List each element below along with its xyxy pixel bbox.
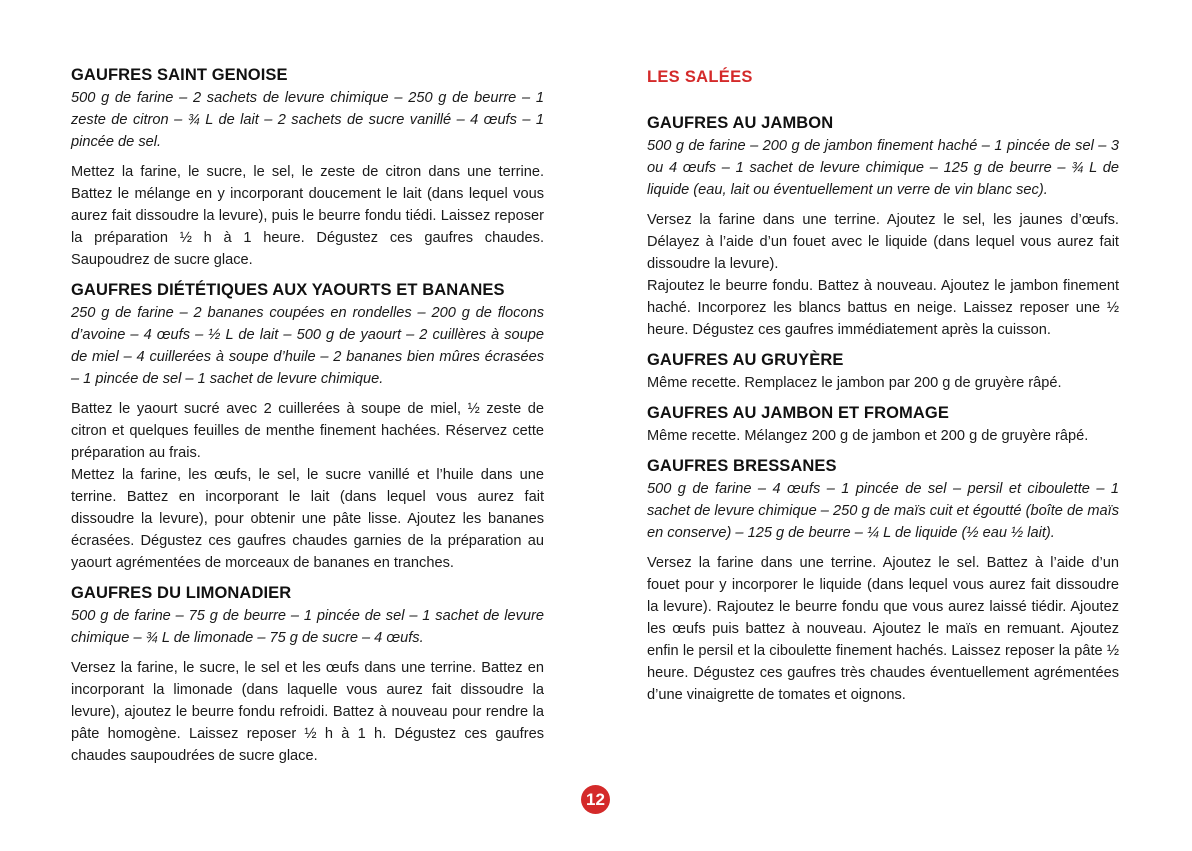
recipe-title: GAUFRES SAINT GENOISE	[71, 66, 288, 84]
recipe-saint-genoise	[71, 64, 544, 271]
recipe-ingredients: 500 g de farine – 200 g de jambon finement haché – 1 pincée de sel – 3 ou 4 œufs – 1 sachet de levure chimique – 125 g de beurre – ¾ L de liquide (eau, lait ou éventuellement un verre de vin blanc sec).	[647, 138, 1119, 198]
recipe-gruyere	[647, 349, 1119, 394]
recipe-title: GAUFRES BRESSANES	[647, 457, 837, 475]
recipe-ingredients: 500 g de farine – 2 sachets de levure chimique – 250 g de beurre – 1 zeste de citron – ¾ L de lait – 2 sachets de sucre vanillé – 4 œufs – 1 pincée de sel.	[71, 90, 544, 150]
recipe-instructions: Mettez la farine, les œufs, le sel, le sucre vanillé et l’huile dans une terrine. Battez en incorporant le lait (dans lequel vous aurez fait dissoudre la levure), pour obtenir une pâte lisse. Ajoutez les bananes écrasées. Dégustez ces gaufres chaudes garnies de la préparation au yaourt agrémentées de morceaux de bananes en tranches.	[71, 467, 544, 571]
right-column	[647, 64, 1119, 714]
recipe-title: GAUFRES AU JAMBON	[647, 114, 834, 132]
left-column	[71, 64, 544, 775]
recipe-instructions: Même recette. Mélangez 200 g de jambon et 200 g de gruyère râpé.	[647, 428, 1089, 444]
recipe-dietetiques	[71, 279, 544, 574]
page-number-badge: 12	[581, 785, 610, 814]
recipe-instructions: Versez la farine dans une terrine. Ajoutez le sel. Battez à l’aide d’un fouet pour y incorporer le liquide (dans lequel vous aurez fait dissoudre la levure). Rajoutez le beurre fondu que vous aurez laissé tiédir. Ajoutez les œufs puis battez à nouveau. Ajoutez le maïs en remuant. Ajoutez enfin le persil et la ciboulette finement hachés. Laissez reposer la pâte ½ heure. Dégustez ces gaufres très chaudes éventuellement agrémentées d’une vinaigrette de tomates et oignons.	[647, 555, 1119, 703]
recipe-instructions: Même recette. Remplacez le jambon par 200 g de gruyère râpé.	[647, 375, 1062, 391]
recipe-title: GAUFRES DU LIMONADIER	[71, 584, 292, 602]
recipe-bressanes	[647, 455, 1119, 706]
recipe-ingredients: 500 g de farine – 75 g de beurre – 1 pincée de sel – 1 sachet de levure chimique – ¾ L de limonade – 75 g de sucre – 4 œufs.	[71, 608, 544, 646]
recipe-title: GAUFRES DIÉTÉTIQUES AUX YAOURTS ET BANANES	[71, 281, 505, 299]
recipe-instructions: Battez le yaourt sucré avec 2 cuillerées à soupe de miel, ½ zeste de citron et quelques feuilles de menthe finement hachées. Réservez cette préparation au frais.	[71, 401, 544, 461]
recipe-limonadier	[71, 582, 544, 767]
recipe-jambon	[647, 112, 1119, 341]
recipe-instructions: Rajoutez le beurre fondu. Battez à nouveau. Ajoutez le jambon finement haché. Incorporez les blancs battus en neige. Laissez reposer une ½ heure. Dégustez ces gaufres immédiatement après la cuisson.	[647, 278, 1119, 338]
recipe-ingredients: 500 g de farine – 4 œufs – 1 pincée de sel – persil et ciboulette – 1 sachet de levure chimique – 250 g de maïs cuit et égoutté (boîte de maïs en conserve) – 125 g de beurre – ¼ L de liquide (½ eau ½ lait).	[647, 481, 1119, 541]
recipe-ingredients: 250 g de farine – 2 bananes coupées en rondelles – 200 g de flocons d’avoine – 4 œufs – ½ L de lait – 500 g de yaourt – 2 cuillères à soupe de miel – 4 cuillerées à soupe d’huile – 2 bananes bien mûres écrasées – 1 pincée de sel – 1 sachet de levure chimique.	[71, 305, 544, 387]
recipe-jambon-fromage	[647, 402, 1119, 447]
recipe-instructions: Versez la farine, le sucre, le sel et les œufs dans une terrine. Battez en incorporant la limonade (dans laquelle vous aurez fait dissoudre la levure), ajoutez le beurre fondu refroidi. Battez à nouveau pour rendre la pâte homogène. Laissez reposer ½ h à 1 h. Dégustez ces gaufres chaudes saupoudrées de sucre glace.	[71, 660, 544, 764]
recipe-title: GAUFRES AU JAMBON ET FROMAGE	[647, 404, 949, 422]
recipe-title: GAUFRES AU GRUYÈRE	[647, 351, 844, 369]
recipe-instructions: Mettez la farine, le sucre, le sel, le zeste de citron dans une terrine. Battez le mélange en y incorporant doucement le lait (dans lequel vous aurez fait dissoudre la levure), puis le beurre fondu tiédi. Laissez reposer la préparation ½ h à 1 heure. Dégustez ces gaufres chaudes. Saupoudrez de sucre glace.	[71, 164, 544, 268]
section-title: LES SALÉES	[647, 68, 753, 86]
recipe-instructions: Versez la farine dans une terrine. Ajoutez le sel, les jaunes d’œufs. Délayez à l’aide d’un fouet avec le liquide (dans lequel vous aurez fait dissoudre la levure).	[647, 212, 1119, 272]
